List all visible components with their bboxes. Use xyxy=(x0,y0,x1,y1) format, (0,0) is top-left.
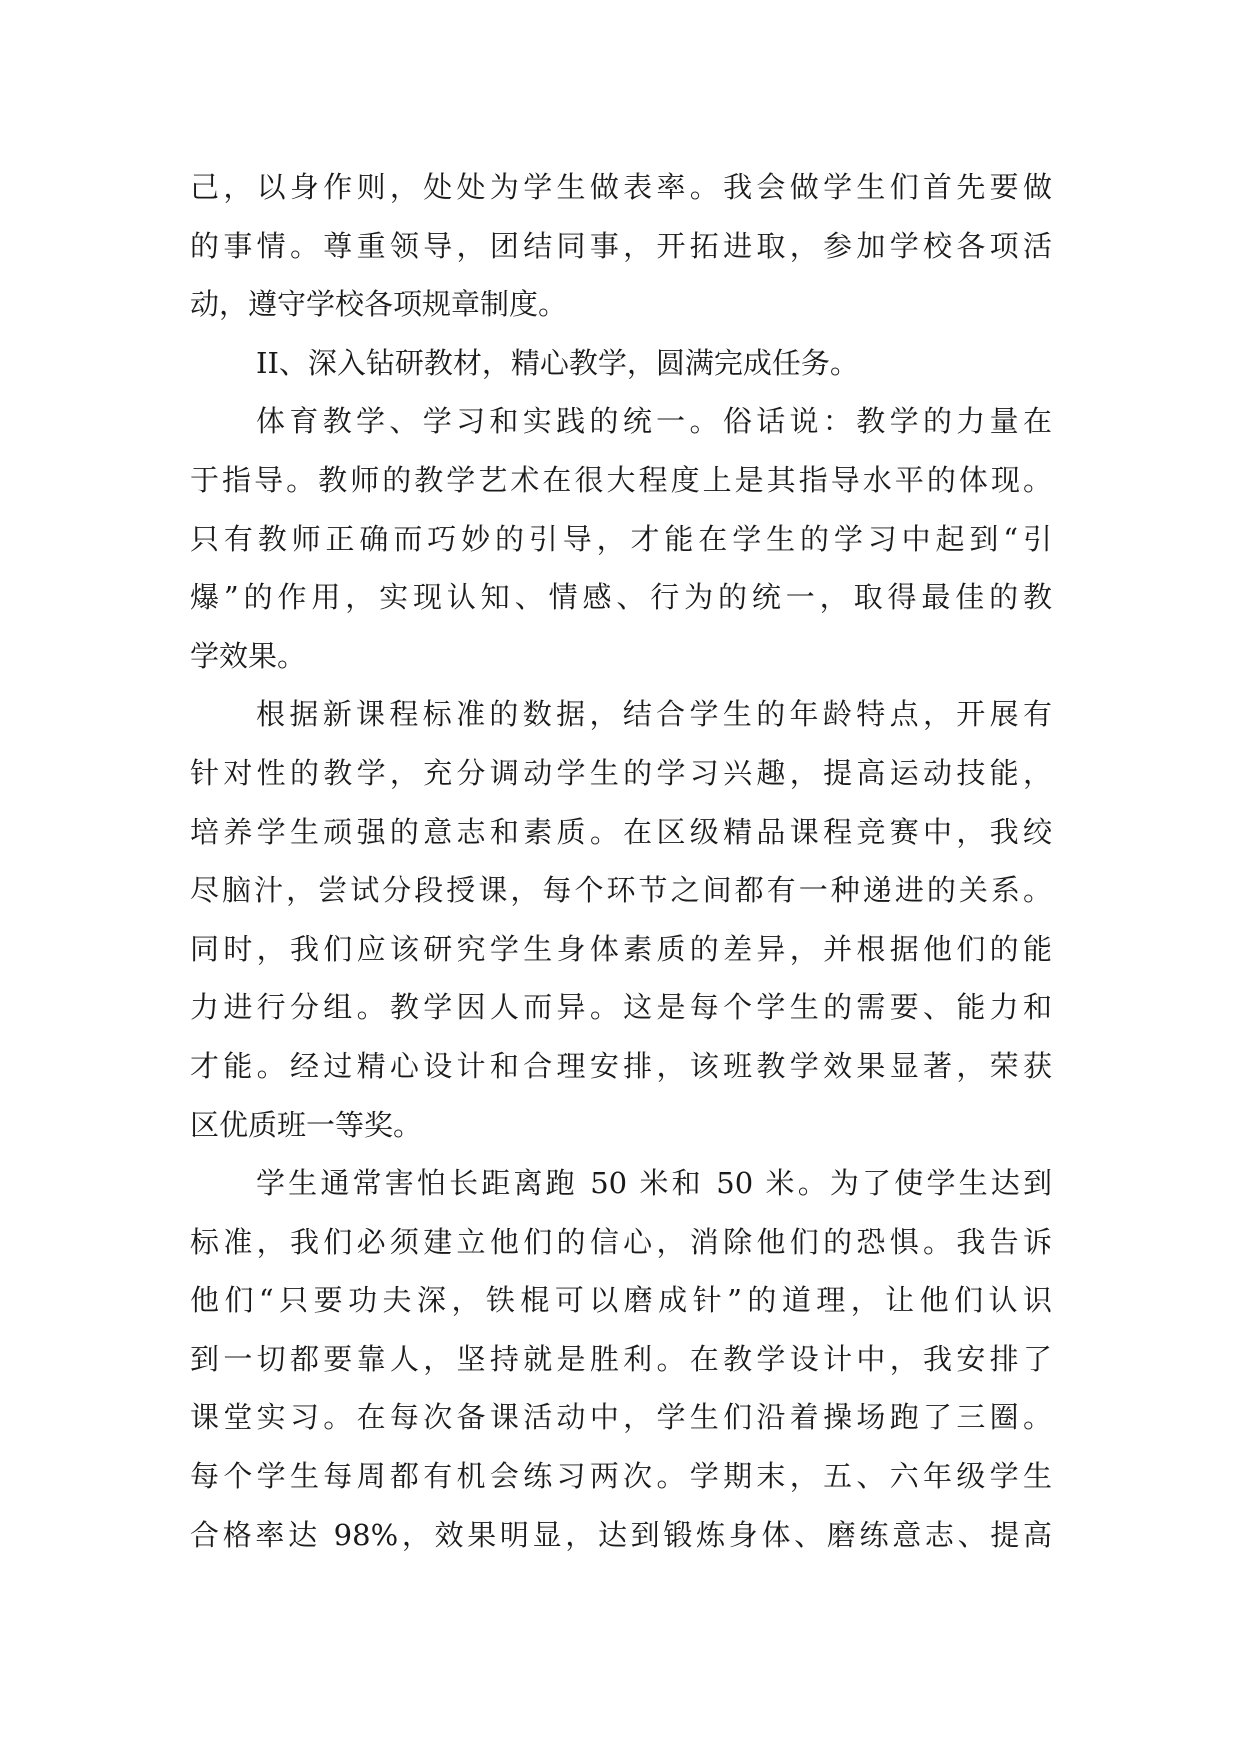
text-line: 尽脑汁，尝试分段授课，每个环节之间都有一种递进的关系。 xyxy=(190,873,1052,908)
text-line: II、深入钻研教材，精心教学，圆满完成任务。 xyxy=(256,345,859,380)
text-line: 只有教师正确而巧妙的引导，才能在学生的学习中起到“引 xyxy=(190,521,1052,556)
text-line: 针对性的教学，充分调动学生的学习兴趣，提高运动技能， xyxy=(190,755,1052,790)
text-line: 学生通常害怕长距离跑 50 米和 50 米。为了使学生达到 xyxy=(256,1166,1052,1201)
text-line: 到一切都要靠人，坚持就是胜利。在教学设计中，我安排了 xyxy=(190,1341,1052,1376)
text-line: 的事情。尊重领导，团结同事，开拓进取，参加学校各项活 xyxy=(190,228,1052,263)
text-line: 爆”的作用，实现认知、情感、行为的统一，取得最佳的教 xyxy=(190,580,1052,615)
text-line: 标准，我们必须建立他们的信心，消除他们的恐惧。我告诉 xyxy=(190,1224,1052,1259)
text-line: 才能。经过精心设计和合理安排，该班教学效果显著，荣获 xyxy=(190,1048,1052,1083)
text-line: 每个学生每周都有机会练习两次。学期末，五、六年级学生 xyxy=(190,1459,1052,1494)
text-line: 区优质班一等奖。 xyxy=(190,1107,423,1142)
text-line: 合格率达 98%，效果明显，达到锻炼身体、磨练意志、提高 xyxy=(190,1517,1052,1552)
text-line: 同时，我们应该研究学生身体素质的差异，并根据他们的能 xyxy=(190,931,1052,966)
text-line: 课堂实习。在每次备课活动中，学生们沿着操场跑了三圈。 xyxy=(190,1400,1052,1435)
text-line: 体育教学、学习和实践的统一。俗话说：教学的力量在 xyxy=(256,404,1052,439)
document-body xyxy=(190,158,1052,1564)
text-line: 学效果。 xyxy=(190,638,307,673)
text-line: 己，以身作则，处处为学生做表率。我会做学生们首先要做 xyxy=(190,170,1052,204)
text-line: 根据新课程标准的数据，结合学生的年龄特点，开展有 xyxy=(256,697,1052,732)
text-line: 他们“只要功夫深，铁棍可以磨成针”的道理，让他们认识 xyxy=(190,1283,1052,1318)
text-line: 于指导。教师的教学艺术在很大程度上是其指导水平的体现。 xyxy=(190,462,1052,497)
text-line: 力进行分组。教学因人而异。这是每个学生的需要、能力和 xyxy=(190,990,1052,1025)
text-line: 动，遵守学校各项规章制度。 xyxy=(190,287,568,322)
text-line: 培养学生顽强的意志和素质。在区级精品课程竞赛中，我绞 xyxy=(190,814,1052,849)
